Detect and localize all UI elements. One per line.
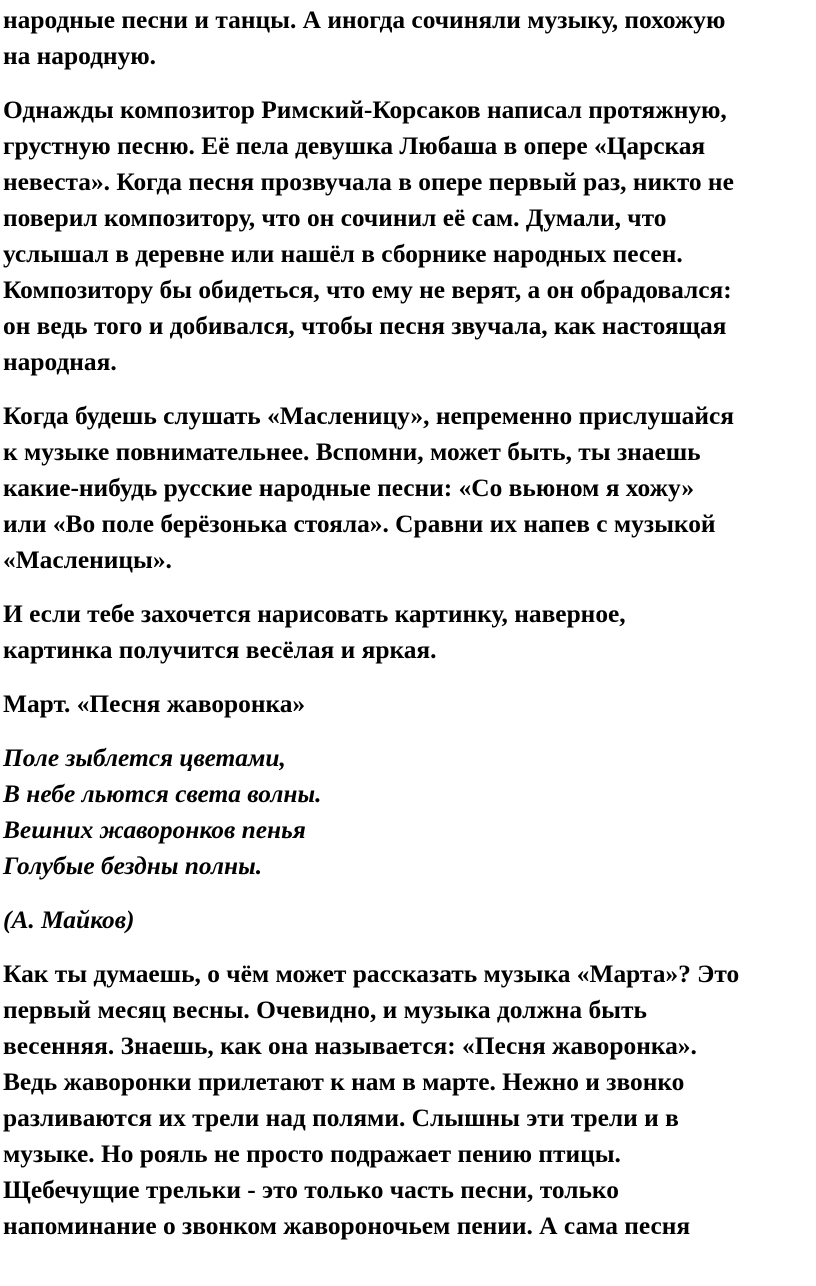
- section-heading-march: Март. «Песня жаворонка»: [3, 690, 306, 718]
- poem-author: (А. Майков): [3, 906, 135, 934]
- document-page: [3, 0, 815, 1262]
- paragraph-folk-songs: народные песни и танцы. А иногда сочиняли музыку, похожую на народную.: [3, 6, 726, 70]
- paragraph-maslenitsa: Когда будешь слушать «Масленицу», непременно прислушайся к музыке повнимательнее. Вспомни, может быть, ты знаешь какие-нибудь русские народные песни: «Со вьюном я хожу» или «Во поле берёзонька стояла». Сравни их напев с музыкой «Масленицы».: [3, 402, 734, 574]
- paragraph-lark-song: Как ты думаешь, о чём может рассказать музыка «Марта»? Это первый месяц весны. Очевидно, и музыка должна быть весенняя. Знаешь, как она называется: «Песня жаворонка». Ведь жаворонки прилетают к нам в марте. Нежно и звонко разливаются их трели над полями. Слышны эти трели и в музыке. Но рояль не просто подражает пению птицы. Щебечущие трельки - это только часть песни, только напоминание о звонком жавороночьем пении. А сама песня: [3, 960, 740, 1240]
- paragraph-rimsky-korsakov: Однажды композитор Римский-Корсаков написал протяжную, грустную песню. Её пела девушка Любаша в опере «Царская невеста». Когда песня прозвучала в опере первый раз, никто не поверил композитору, что он сочинил её сам. Думали, что услышал в деревне или нашёл в сборнике народных песен. Композитору бы обидеться, что ему не верят, а он обрадовался: он ведь того и добивался, чтобы песня звучала, как настоящая народная.: [3, 96, 734, 376]
- paragraph-drawing: И если тебе захочется нарисовать картинку, наверное, картинка получится весёлая и яркая.: [3, 600, 626, 664]
- poem-stanza: Поле зыблется цветами, В небе льются света волны. Вешних жаворонков пенья Голубые бездны полны.: [3, 744, 322, 880]
